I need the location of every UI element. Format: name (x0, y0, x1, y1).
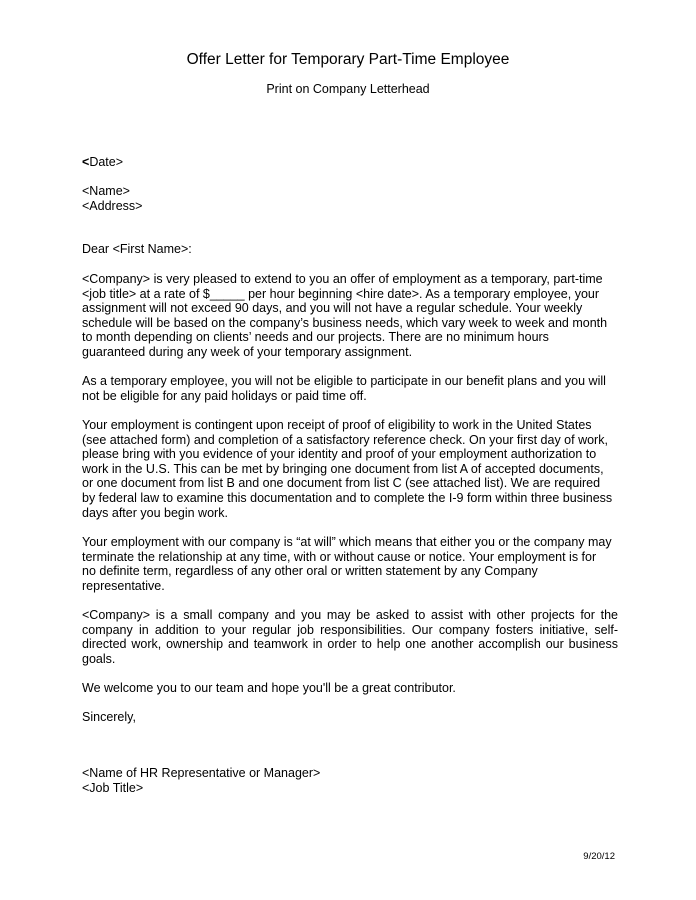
signer-name-placeholder: <Name of HR Representative or Manager> (82, 766, 321, 780)
paragraph-line: to month depending on clients’ needs and our projects. There are no minimum hours (82, 330, 549, 345)
paragraph-line: Your employment is contingent upon receipt of proof of eligibility to work in the United States (82, 418, 592, 432)
paragraph-welcome (82, 681, 618, 696)
paragraph-benefits (82, 374, 618, 403)
paragraph-line: not be eligible for any paid holidays or paid time off. (82, 388, 367, 403)
paragraph-line: goals. (82, 651, 116, 666)
paragraph-line: schedule will be based on the company’s business needs, which vary week to week and month (82, 315, 608, 330)
paragraph-line: (see attached form) and completion of a satisfactory reference check. On your first day of work, (82, 432, 608, 447)
document-title: Offer Letter for Temporary Part-Time Employee (186, 51, 510, 68)
paragraph-line: <Company> is a small company and you may be asked to assist with other projects for the (82, 608, 618, 622)
paragraph-line: no definite term, regardless of any other oral or written statement by any Company (82, 564, 538, 579)
paragraph-line: or one document from list B and one document from list C (see attached list). We are required (82, 476, 601, 491)
closing-text: Sincerely, (82, 710, 136, 724)
address-placeholder: <Address> (82, 198, 143, 213)
signer-title-placeholder: <Job Title> (82, 780, 144, 795)
paragraph-line: days after you begin work. (82, 505, 228, 520)
paragraph-line: <Company> is very pleased to extend to you an offer of employment as a temporary, part-time (82, 272, 603, 286)
paragraph-line: by federal law to examine this documentation and to complete the I-9 form within three business (82, 490, 613, 505)
salutation (82, 242, 618, 257)
footer-date: 9/20/12 (583, 851, 615, 862)
paragraph-line: work in the U.S. This can be met by bringing one document from list A of accepted documents, (82, 461, 604, 476)
paragraph-line: As a temporary employee, you will not be eligible to participate in our benefit plans and you will (82, 374, 606, 388)
document-subtitle: Print on Company Letterhead (266, 82, 430, 96)
paragraph-line: please bring with you evidence of your identity and proof of your employment authorization to (82, 447, 597, 462)
paragraph-line: We welcome you to our team and hope you'll be a great contributor. (82, 681, 456, 695)
paragraph-line: directed work, ownership and teamwork in order to help one another accomplish our business (82, 637, 618, 652)
salutation-text: Dear <First Name>: (82, 242, 192, 256)
closing (82, 710, 618, 725)
paragraph-line: company in addition to your regular job responsibilities. Our company fosters initiative, self- (82, 622, 618, 637)
date-bracket: < (82, 155, 90, 169)
name-placeholder: <Name> (82, 184, 130, 198)
paragraph-line: assignment will not exceed 90 days, and you will not have a regular schedule. Your weekly (82, 301, 583, 316)
paragraph-small-company (82, 608, 618, 666)
paragraph-line: representative. (82, 578, 165, 593)
date-placeholder: Date> (89, 155, 124, 169)
recipient-block (82, 184, 618, 213)
paragraph-line: guaranteed during any week of your temporary assignment. (82, 344, 413, 359)
paragraph-line: Your employment with our company is “at will” which means that either you or the company may (82, 535, 612, 549)
date-line (82, 155, 618, 170)
paragraph-eligibility (82, 418, 618, 520)
signature-block (82, 766, 618, 795)
paragraph-line: terminate the relationship at any time, with or without cause or notice. Your employment is for (82, 549, 597, 564)
paragraph-at-will (82, 535, 618, 593)
paragraph-offer (82, 272, 618, 360)
paragraph-line: <job title> at a rate of $_____ per hour beginning <hire date>. As a temporary employee, your (82, 286, 600, 301)
